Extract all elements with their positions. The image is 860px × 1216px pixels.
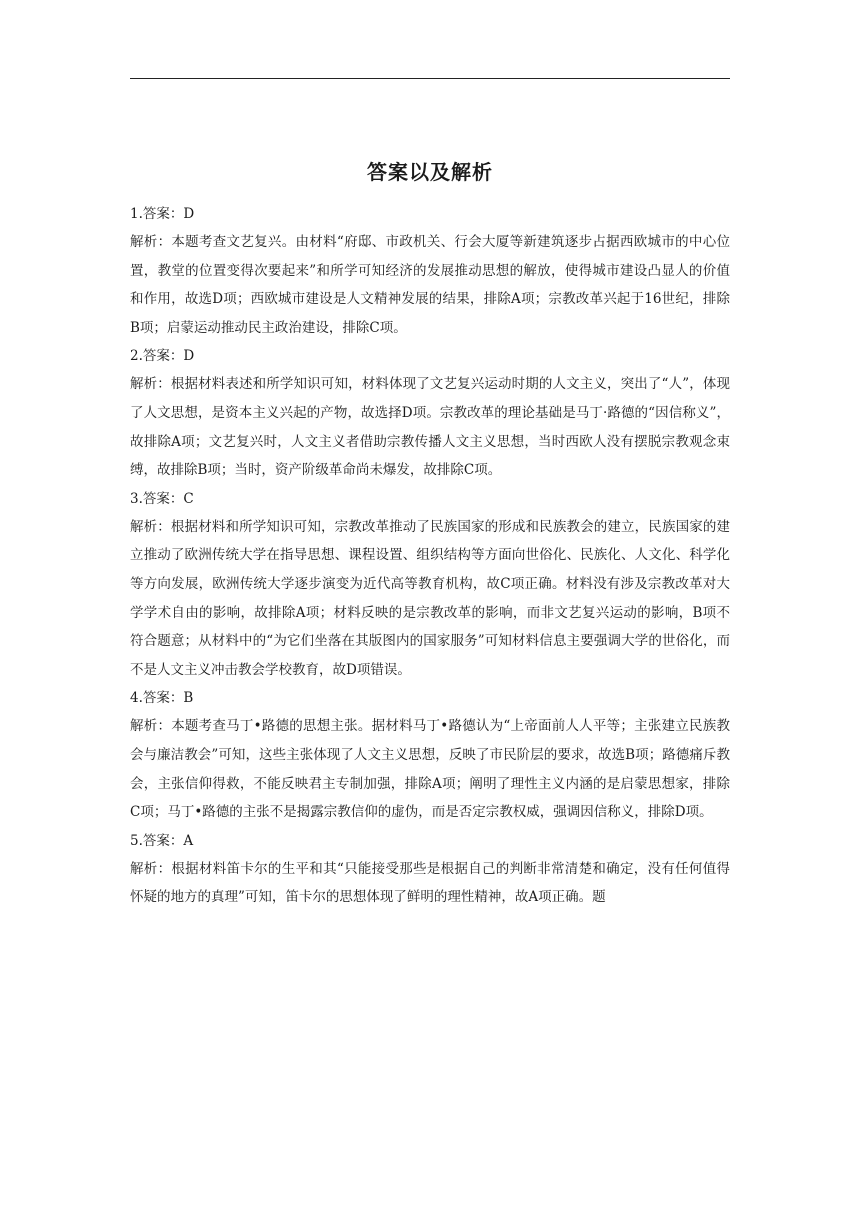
answer-list <box>130 200 730 912</box>
answer-key: 1.答案：D <box>130 206 195 222</box>
answer-item-5 <box>130 827 730 912</box>
answer-explanation: 解析：本题考查马丁•路德的思想主张。据材料马丁•路德认为“上帝面前人人平等；主张建立民族教会与廉洁教会”可知，这些主张体现了人文主义思想，反映了市民阶层的要求，故选B项；路德痛斥教会，主张信仰得救，不能反映君主专制加强，排除A项；阐明了理性主义内涵的是启蒙思想家，排除C项；马丁•路德的主张不是揭露宗教信仰的虚伪，而是否定宗教权威，强调因信称义，排除D项。 <box>130 718 730 821</box>
answer-item-1 <box>130 200 730 342</box>
answer-key: 4.答案：B <box>130 690 194 707</box>
answer-item-4 <box>130 684 730 826</box>
answer-explanation: 解析：根据材料笛卡尔的生平和其“只能接受那些是根据自己的判断非常清楚和确定，没有任何值得怀疑的地方的真理”可知，笛卡尔的思想体现了鲜明的理性精神，故A项正确。题 <box>130 860 730 906</box>
answer-explanation: 解析：根据材料和所学知识可知，宗教改革推动了民族国家的形成和民族教会的建立，民族国家的建立推动了欧洲传统大学在指导思想、课程设置、组织结构等方面向世俗化、民族化、人文化、科学化等方向发展，欧洲传统大学逐步演变为近代高等教育机构，故C项正确。材料没有涉及宗教改革对大学学术自由的影响，故排除A项；材料反映的是宗教改革的影响，而非文艺复兴运动的影响，B项不符合题意；从材料中的“为它们坐落在其版图内的国家服务”可知材料信息主要强调大学的世俗化，而不是人文主义冲击教会学校教育，故D项错误。 <box>130 518 730 678</box>
answer-item-2 <box>130 342 730 484</box>
answer-item-3 <box>130 485 730 685</box>
answer-explanation: 解析：本题考查文艺复兴。由材料“府邸、市政机关、行会大厦等新建筑逐步占据西欧城市的中心位置，教堂的位置变得次要起来”和所学可知经济的发展推动思想的解放，使得城市建设凸显人的价值和作用，故选D项；西欧城市建设是人文精神发展的结果，排除A项；宗教改革兴起于16世纪，排除B项；启蒙运动推动民主政治建设，排除C项。 <box>130 234 730 336</box>
header-rule <box>130 78 730 79</box>
answer-key: 2.答案：D <box>130 348 195 365</box>
answer-explanation: 解析：根据材料表述和所学知识可知，材料体现了文艺复兴运动时期的人文主义，突出了“人”，体现了人文思想，是资本主义兴起的产物，故选择D项。宗教改革的理论基础是马丁·路德的“因信称义”，故排除A项；文艺复兴时，人文主义者借助宗教传播人文主义思想，当时西欧人没有摆脱宗教观念束缚，故排除B项；当时，资产阶级革命尚未爆发，故排除C项。 <box>130 376 730 479</box>
answer-key: 5.答案：A <box>130 832 194 849</box>
page-title: 答案以及解析 <box>367 160 493 184</box>
answer-key: 3.答案：C <box>130 490 194 507</box>
